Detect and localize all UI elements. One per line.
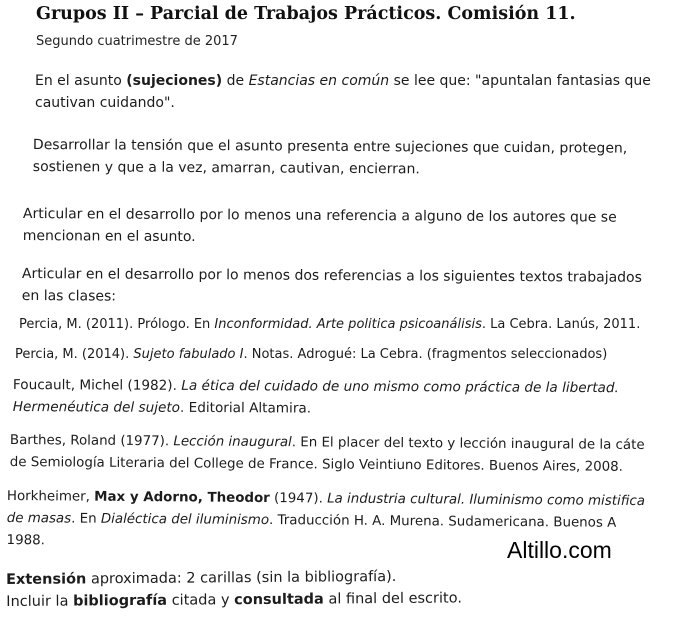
page-title: Grupos II – Parcial de Trabajos Prácticos. Comisión 11. <box>36 4 576 24</box>
footer-notes <box>6 565 462 613</box>
task-paragraph-3 <box>22 263 642 311</box>
task-paragraph-1 <box>33 134 628 182</box>
task2-line-2: mencionan en el asunto. <box>22 227 196 246</box>
reference-item: Foucault, Michel (1982). La ética del cuidado de uno mismo como práctica de la libertad. Hermenéutica del sujeto. Editorial Altamira. <box>12 376 619 417</box>
reference-item: Percia, M. (2011). Prólogo. En Inconformidad. Arte politica psicoanálisis. La Cebra. Lanús, 2011. <box>19 317 641 332</box>
task-paragraph-2 <box>23 203 617 251</box>
task1-line-2: sostienen y que a la vez, amarran, cautivan, encierran. <box>32 158 420 178</box>
footer-line-2: Incluir la bibliografía citada y consultada al final del escrito. <box>6 590 462 610</box>
task3-line-2: en las clases: <box>21 287 117 305</box>
intro-book-title: Estancias en común <box>248 73 390 89</box>
reference-item: Percia, M. (2014). Sujeto fabulado I. Notas. Adrogué: La Cebra. (fragmentos seleccionados) <box>15 347 608 362</box>
task3-line-1: Articular en el desarrollo por lo menos dos referencias a los siguientes textos trabajados <box>21 265 643 286</box>
intro-line-1: En el asunto (sujeciones) de Estancias en común se lee que: "apuntalan fantasias que <box>35 73 651 89</box>
page-subtitle: Segundo cuatrimestre de 2017 <box>36 34 238 49</box>
task2-line-1: Articular en el desarrollo por lo menos una referencia a alguno de los autores que se <box>22 205 617 226</box>
reference-item: Barthes, Roland (1977). Lección inaugural. En El placer del texto y lección inaugural de la cáte de Semiología Literaria del College de France. Siglo Veintiuno Editores. Buenos Aires, 2008. <box>9 432 645 475</box>
intro-paragraph <box>35 70 651 114</box>
reference-item: Horkheimer, Max y Adorno, Theodor (1947). La industria cultural. Iluminismo como mistifica de masas. En Dialéctica del iluminismo. Traducción H. A. Murena. Sudamericana. Buenos A 1988. <box>6 488 646 549</box>
intro-line-2: cautivan cuidando". <box>35 95 175 111</box>
site-watermark: Altillo.com <box>507 537 612 563</box>
task1-line-1: Desarrollar la tensión que el asunto presenta entre sujeciones que cuidan, protegen, <box>32 136 628 157</box>
intro-bold-term: (sujeciones) <box>126 73 223 89</box>
footer-line-1: Extensión aproximada: 2 carillas (sin la bibliografía). <box>6 568 397 588</box>
